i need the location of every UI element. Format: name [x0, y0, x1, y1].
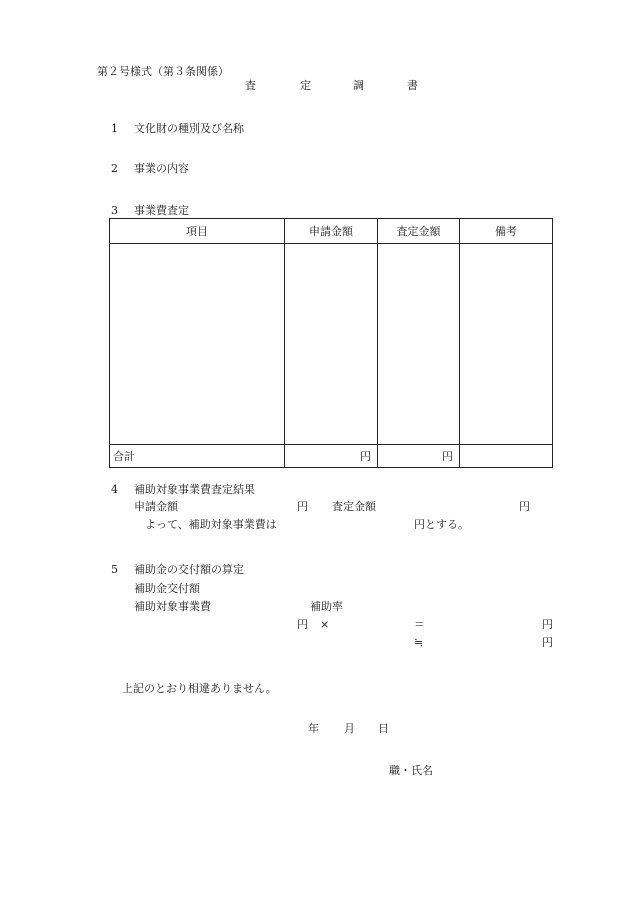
section-5-number: 5 [111, 563, 118, 576]
calc-result-yen: 円 [542, 618, 553, 631]
eligible-cost-label: 補助対象事業費 [134, 600, 211, 613]
cost-assessment-table [109, 218, 553, 468]
section-2-number: 2 [111, 162, 118, 175]
table-body-row [110, 244, 553, 445]
header-item: 項目 [110, 219, 285, 244]
header-remarks: 備考 [460, 219, 553, 244]
item-cell[interactable] [110, 244, 285, 445]
date-month: 月 [344, 722, 355, 735]
title-char-3: 調 [353, 79, 364, 92]
total-assessed-yen: 円 [378, 445, 460, 468]
section-4-number: 4 [111, 483, 118, 496]
calc-rounded-yen: 円 [542, 636, 553, 649]
calc-times-sign: × [320, 618, 330, 631]
form-number: 第２号様式（第３条関係） [97, 65, 229, 78]
date-year: 年 [308, 722, 319, 735]
calc-approx-sign: ≒ [414, 636, 424, 649]
section-3-label: 事業費査定 [134, 204, 189, 217]
header-assessed-amount: 査定金額 [378, 219, 460, 244]
remarks-cell[interactable] [460, 244, 553, 445]
title-char-1: 査 [245, 79, 256, 92]
table-total-row [110, 445, 553, 468]
subsidy-rate-label: 補助率 [310, 600, 343, 613]
result-applied-label: 申請金額 [134, 500, 178, 513]
applied-amount-cell[interactable] [285, 244, 378, 445]
section-5-label: 補助金の交付額の算定 [134, 563, 244, 576]
section-4-label: 補助対象事業費査定結果 [134, 483, 255, 496]
section-3-number: 3 [111, 204, 118, 217]
section-2-label: 事業の内容 [134, 162, 189, 175]
result-conclusion-suffix: 円とする。 [414, 518, 469, 531]
total-applied-yen: 円 [285, 445, 378, 468]
result-applied-yen: 円 [297, 500, 308, 513]
signature-label: 職・氏名 [389, 764, 433, 777]
assessed-amount-cell[interactable] [378, 244, 460, 445]
total-label: 合計 [110, 445, 285, 468]
title-char-2: 定 [300, 79, 311, 92]
table-header-row [110, 219, 553, 244]
declaration-statement: 上記のとおり相違ありません。 [122, 682, 277, 695]
section-1-label: 文化財の種別及び名称 [134, 122, 244, 135]
result-conclusion-prefix: よって、補助対象事業費は [145, 518, 277, 531]
result-assessed-yen: 円 [519, 500, 530, 513]
grant-amount-label: 補助金交付額 [134, 582, 200, 595]
total-remarks-cell [460, 445, 553, 468]
date-day: 日 [378, 722, 389, 735]
calc-equals-sign: ＝ [414, 618, 425, 631]
title-char-4: 書 [407, 79, 418, 92]
calc-cost-yen: 円 [297, 618, 308, 631]
result-assessed-label: 査定金額 [332, 500, 376, 513]
header-applied-amount: 申請金額 [285, 219, 378, 244]
section-1-number: 1 [111, 122, 118, 135]
